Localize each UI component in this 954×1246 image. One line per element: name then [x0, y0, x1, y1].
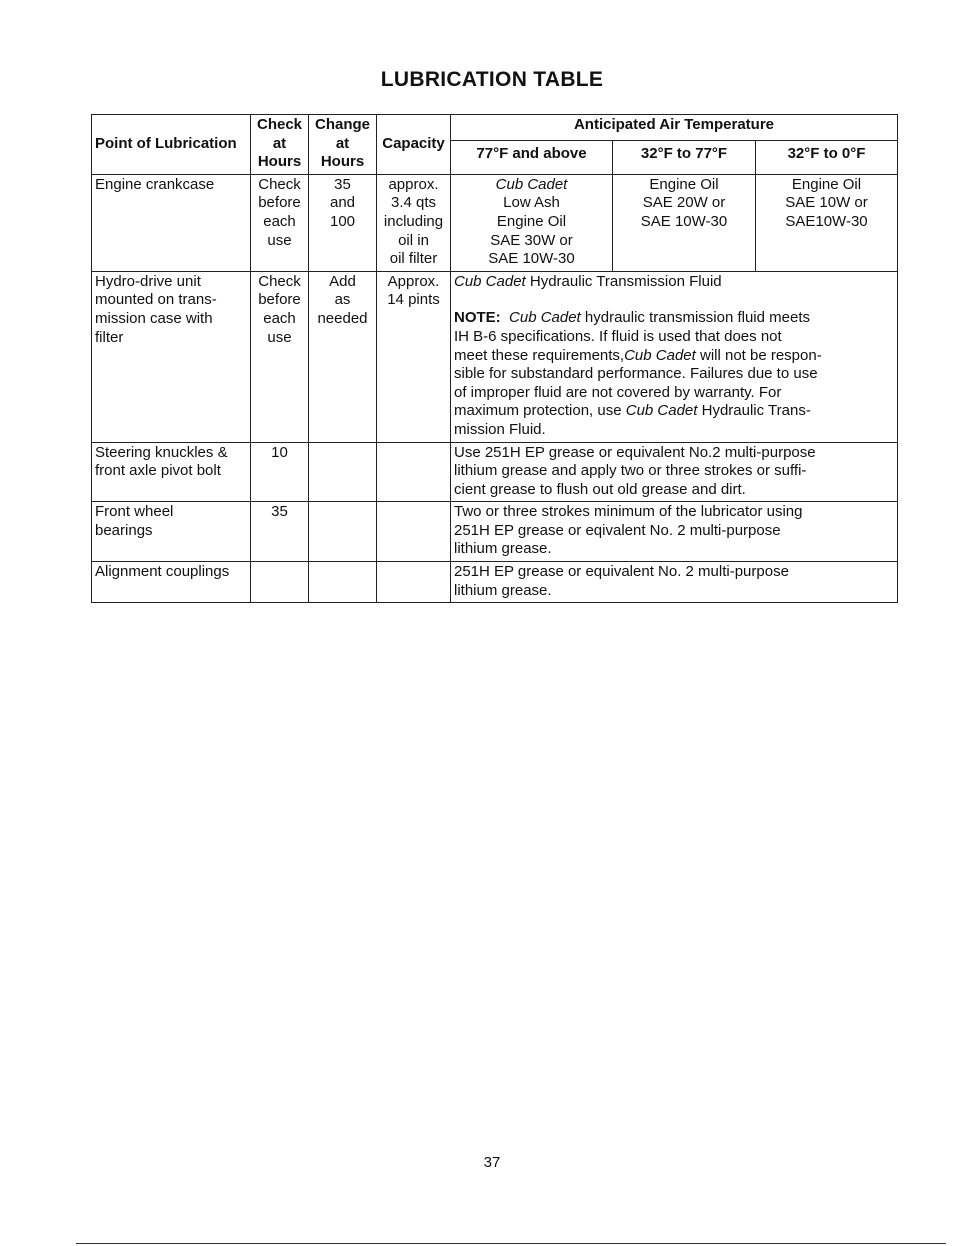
oil-77-and-above: Cub Cadet Low Ash Engine Oil SAE 30W or SAE 10W-30 — [451, 174, 613, 271]
header-check-at-hours: Check at Hours — [251, 115, 309, 175]
check-hours: Check before each use — [251, 174, 309, 271]
oil-32-to-0: Engine Oil SAE 10W or SAE10W-30 — [756, 174, 898, 271]
point-engine-crankcase: Engine crankcase — [92, 174, 251, 271]
check-hours: 35 — [251, 502, 309, 562]
lubrication-table — [91, 114, 898, 603]
change-hours: 35 and 100 — [309, 174, 377, 271]
page-number: 37 — [483, 1154, 501, 1171]
point-front-wheel-bearings: Front wheel bearings — [92, 502, 251, 562]
capacity: Approx. 14 pints — [377, 271, 451, 442]
hydraulic-fluid-note: Cub Cadet Hydraulic Transmission Fluid NOTE: Cub Cadet hydraulic transmission fluid meets IH B-6 specifications. If fluid is used that does not meet these requirements,Cub Cadet will not be respon- sible for substandard performance. Failures due to use of improper fluid are not covered by warranty. For maximum protection, use Cub Cadet Hydraulic Trans- mission Fluid. — [451, 271, 898, 442]
check-hours: 10 — [251, 442, 309, 502]
lubricant-description: Use 251H EP grease or equivalent No.2 multi-purpose lithium grease and apply two or three strokes or suffi- cient grease to flush out old grease and dirt. — [451, 442, 898, 502]
capacity — [377, 502, 451, 562]
change-hours: Add as needed — [309, 271, 377, 442]
header-capacity: Capacity — [377, 115, 451, 175]
check-hours: Check before each use — [251, 271, 309, 442]
point-steering-knuckles: Steering knuckles & front axle pivot bolt — [92, 442, 251, 502]
capacity: approx. 3.4 qts including oil in oil filter — [377, 174, 451, 271]
change-hours — [309, 502, 377, 562]
table-row — [92, 562, 898, 603]
check-hours — [251, 562, 309, 603]
header-change-at-hours: Change at Hours — [309, 115, 377, 175]
header-temp-32-to-77: 32°F to 77°F — [613, 141, 756, 175]
table-row — [92, 502, 898, 562]
capacity — [377, 442, 451, 502]
header-temp-32-to-0: 32°F to 0°F — [756, 141, 898, 175]
table-row — [92, 174, 898, 271]
oil-32-to-77: Engine Oil SAE 20W or SAE 10W-30 — [613, 174, 756, 271]
page-title: LUBRICATION TABLE — [380, 68, 604, 91]
table-row — [92, 271, 898, 442]
point-alignment-couplings: Alignment couplings — [92, 562, 251, 603]
header-anticipated-air-temperature: Anticipated Air Temperature — [451, 115, 898, 141]
table-row — [92, 442, 898, 502]
change-hours — [309, 442, 377, 502]
capacity — [377, 562, 451, 603]
header-point-of-lubrication: Point of Lubrication — [92, 115, 251, 175]
header-temp-77-and-above: 77°F and above — [451, 141, 613, 175]
change-hours — [309, 562, 377, 603]
point-hydro-drive-unit: Hydro-drive unit mounted on trans- mission case with filter — [92, 271, 251, 442]
bottom-rule — [76, 1243, 946, 1244]
lubricant-description: 251H EP grease or equivalent No. 2 multi-purpose lithium grease. — [451, 562, 898, 603]
lubricant-description: Two or three strokes minimum of the lubricator using 251H EP grease or eqivalent No. 2 multi-purpose lithium grease. — [451, 502, 898, 562]
header-row — [92, 115, 898, 141]
